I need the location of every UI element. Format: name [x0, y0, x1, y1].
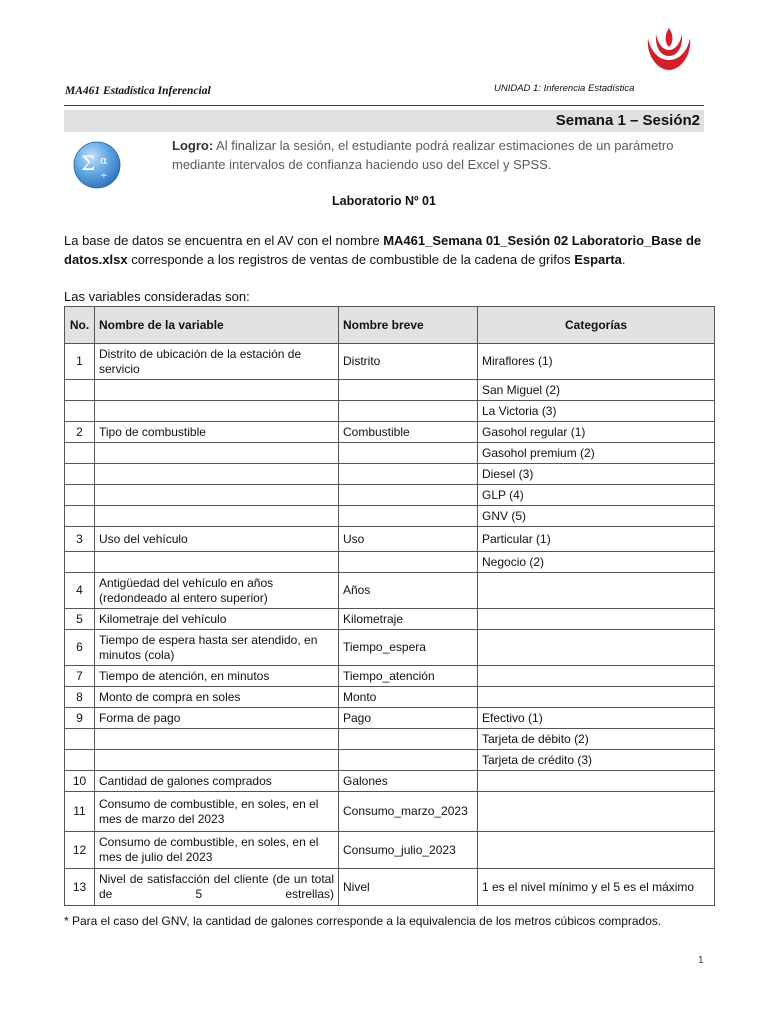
- svg-text:α: α: [100, 154, 108, 167]
- table-header-row: [65, 307, 715, 344]
- table-row: [65, 792, 715, 832]
- cell-name: [95, 443, 339, 464]
- cell-short: [339, 443, 478, 464]
- header-categories: Categorías: [478, 307, 715, 344]
- cell-short: [339, 729, 478, 750]
- cell-no: 13: [65, 869, 95, 906]
- cell-name: [95, 552, 339, 573]
- learning-goal: [172, 136, 707, 174]
- header-name: Nombre de la variable: [95, 307, 339, 344]
- cell-category: La Victoria (3): [478, 401, 715, 422]
- cell-category: Miraflores (1): [478, 344, 715, 380]
- svg-text:Σ: Σ: [81, 151, 96, 175]
- cell-short: Pago: [339, 708, 478, 729]
- cell-no: [65, 729, 95, 750]
- cell-name: Distrito de ubicación de la estación de servicio: [95, 344, 339, 380]
- table-row: [65, 380, 715, 401]
- goal-label: Logro:: [172, 138, 214, 153]
- cell-short: [339, 552, 478, 573]
- cell-no: [65, 443, 95, 464]
- table-row: [65, 687, 715, 708]
- cell-no: [65, 552, 95, 573]
- cell-name: Tiempo de espera hasta ser atendido, en minutos (cola): [95, 630, 339, 666]
- svg-text:÷: ÷: [100, 171, 108, 181]
- table-row: [65, 609, 715, 630]
- cell-category: San Miguel (2): [478, 380, 715, 401]
- table-row: [65, 729, 715, 750]
- table-row: [65, 464, 715, 485]
- course-title: MA461 Estadística Inferencial: [65, 85, 211, 97]
- table-row: [65, 443, 715, 464]
- cell-name: Nivel de satisfacción del cliente (de un total de 5 estrellas): [95, 869, 339, 906]
- session-bar: [64, 110, 704, 132]
- cell-name: [95, 485, 339, 506]
- sigma-alpha-icon: [72, 140, 122, 190]
- cell-category: [478, 573, 715, 609]
- cell-name: Consumo de combustible, en soles, en el mes de julio del 2023: [95, 832, 339, 869]
- table-row: [65, 630, 715, 666]
- cell-no: 3: [65, 527, 95, 552]
- cell-name: [95, 380, 339, 401]
- table-row: [65, 869, 715, 906]
- cell-name: Kilometraje del vehículo: [95, 609, 339, 630]
- cell-name: [95, 464, 339, 485]
- cell-category: [478, 771, 715, 792]
- cell-short: [339, 485, 478, 506]
- cell-category: Negocio (2): [478, 552, 715, 573]
- cell-category: Gasohol premium (2): [478, 443, 715, 464]
- cell-no: 1: [65, 344, 95, 380]
- footnote: * Para el caso del GNV, la cantidad de galones corresponde a la equivalencia de los metros cúbicos comprados.: [64, 914, 662, 928]
- session-title: Semana 1 – Sesión2: [555, 112, 700, 129]
- cell-category: Diesel (3): [478, 464, 715, 485]
- cell-name: [95, 729, 339, 750]
- intro-text-1: La base de datos se encuentra en el AV con el nombre: [64, 233, 384, 248]
- variables-table: [64, 306, 715, 906]
- cell-no: 10: [65, 771, 95, 792]
- cell-no: 9: [65, 708, 95, 729]
- cell-category: 1 es el nivel mínimo y el 5 es el máximo: [478, 869, 715, 906]
- unit-title: UNIDAD 1: Inferencia Estadística: [494, 83, 635, 94]
- table-row: [65, 344, 715, 380]
- cell-name: [95, 506, 339, 527]
- cell-category: Efectivo (1): [478, 708, 715, 729]
- cell-no: 7: [65, 666, 95, 687]
- cell-name: Tipo de combustible: [95, 422, 339, 443]
- dataset-filename: MA461_Semana 01_Sesión 02 Laboratorio_Base de datos.xlsx: [64, 233, 702, 267]
- cell-short: Consumo_marzo_2023: [339, 792, 478, 832]
- cell-short: Tiempo_espera: [339, 630, 478, 666]
- cell-short: [339, 506, 478, 527]
- cell-category: [478, 832, 715, 869]
- table-row: [65, 771, 715, 792]
- table-row: [65, 750, 715, 771]
- cell-no: 11: [65, 792, 95, 832]
- cell-category: Tarjeta de crédito (3): [478, 750, 715, 771]
- cell-category: Particular (1): [478, 527, 715, 552]
- cell-name: Forma de pago: [95, 708, 339, 729]
- cell-short: Nivel: [339, 869, 478, 906]
- intro-paragraph: [64, 231, 704, 269]
- intro-text-3: .: [621, 252, 626, 267]
- cell-category: Tarjeta de débito (2): [478, 729, 715, 750]
- table-row: [65, 527, 715, 552]
- cell-no: 12: [65, 832, 95, 869]
- upc-logo: [642, 26, 696, 72]
- cell-category: [478, 630, 715, 666]
- cell-name: Tiempo de atención, en minutos: [95, 666, 339, 687]
- header-no: No.: [65, 307, 95, 344]
- cell-category: [478, 687, 715, 708]
- cell-name: Cantidad de galones comprados: [95, 771, 339, 792]
- cell-no: 4: [65, 573, 95, 609]
- cell-short: Combustible: [339, 422, 478, 443]
- cell-category: Gasohol regular (1): [478, 422, 715, 443]
- page-number: 1: [698, 955, 704, 966]
- cell-short: Monto: [339, 687, 478, 708]
- brand-name: Esparta: [574, 252, 622, 267]
- cell-short: Distrito: [339, 344, 478, 380]
- cell-no: 8: [65, 687, 95, 708]
- cell-name: Consumo de combustible, en soles, en el mes de marzo del 2023: [95, 792, 339, 832]
- cell-name: Monto de compra en soles: [95, 687, 339, 708]
- cell-short: Galones: [339, 771, 478, 792]
- cell-name: [95, 750, 339, 771]
- cell-short: [339, 401, 478, 422]
- cell-name: Uso del vehículo: [95, 527, 339, 552]
- cell-category: [478, 609, 715, 630]
- table-row: [65, 422, 715, 443]
- variables-label: Las variables consideradas son:: [64, 289, 250, 304]
- table-row: [65, 401, 715, 422]
- table-row: [65, 832, 715, 869]
- cell-short: Kilometraje: [339, 609, 478, 630]
- cell-category: GLP (4): [478, 485, 715, 506]
- cell-short: Tiempo_atención: [339, 666, 478, 687]
- cell-category: [478, 792, 715, 832]
- cell-category: [478, 666, 715, 687]
- cell-short: Años: [339, 573, 478, 609]
- cell-no: [65, 464, 95, 485]
- table-row: [65, 552, 715, 573]
- cell-no: 6: [65, 630, 95, 666]
- cell-short: [339, 750, 478, 771]
- cell-no: [65, 506, 95, 527]
- cell-no: [65, 380, 95, 401]
- table-row: [65, 485, 715, 506]
- goal-text: Al finalizar la sesión, el estudiante podrá realizar estimaciones de un parámetro mediante intervalos de confianza haciendo uso del Excel y SPSS.: [172, 138, 674, 172]
- cell-name: [95, 401, 339, 422]
- table-row: [65, 506, 715, 527]
- cell-name: Antigüedad del vehículo en años (redondeado al entero superior): [95, 573, 339, 609]
- cell-category: GNV (5): [478, 506, 715, 527]
- header-short: Nombre breve: [339, 307, 478, 344]
- cell-no: 2: [65, 422, 95, 443]
- header-divider: [64, 105, 704, 106]
- intro-text-2: corresponde a los registros de ventas de combustible de la cadena de grifos: [127, 252, 575, 267]
- cell-no: [65, 750, 95, 771]
- cell-no: [65, 485, 95, 506]
- cell-no: [65, 401, 95, 422]
- lab-title: Laboratorio Nº 01: [332, 194, 436, 208]
- table-row: [65, 666, 715, 687]
- cell-no: 5: [65, 609, 95, 630]
- cell-short: Consumo_julio_2023: [339, 832, 478, 869]
- cell-short: Uso: [339, 527, 478, 552]
- table-row: [65, 573, 715, 609]
- table-row: [65, 708, 715, 729]
- cell-short: [339, 380, 478, 401]
- cell-short: [339, 464, 478, 485]
